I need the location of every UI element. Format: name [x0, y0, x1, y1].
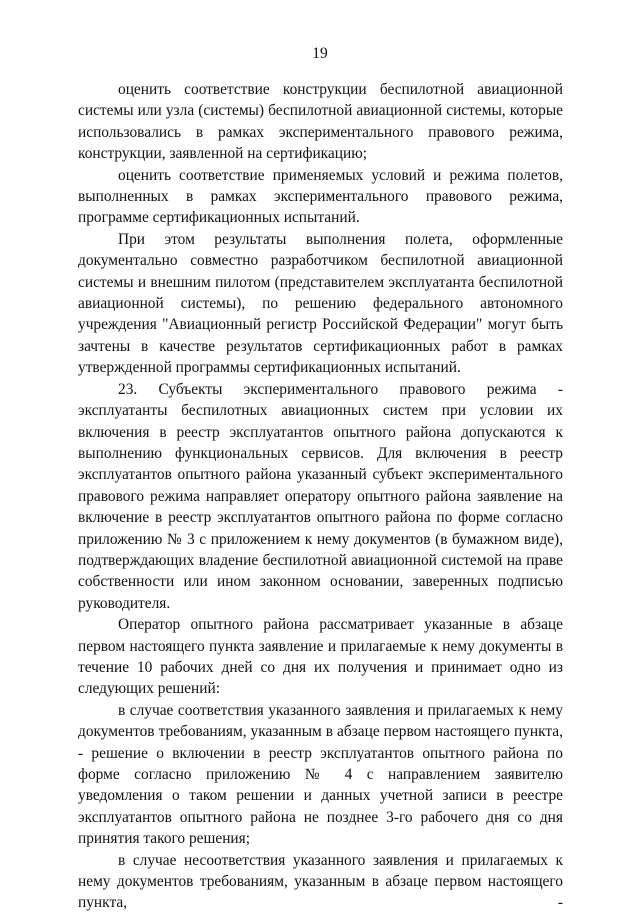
paragraph-operator-review: Оператор опытного района рассматривает указанные в абзаце первом настоящего пункта заявление и прилагаемые к нему документы в течение 10 рабочих дней со дня их получения и принимает одно из следующих решений: [78, 616, 563, 698]
paragraph-assess-flight-conditions: оценить соответствие применяемых условий и режима полетов, выполненных в рамках экспериментального правового режима, программе сертификационных испытаний. [78, 166, 563, 227]
paragraph-decision-include: в случае соответствия указанного заявления и прилагаемых к нему документов требованиям, указанным в абзаце первом настоящего пункта, - решение о включении в реестр эксплуатантов опытного района по форме согласно приложению № 4 с направлением заявителю уведомления о таком решении и данных учетной записи в реестре эксплуатантов опытного района не позднее 3-го рабочего дня со дня принятия такого решения; [78, 701, 563, 848]
paragraph-assess-design-conformity: оценить соответствие конструкции беспилотной авиационной системы или узла (системы) беспилотной авиационной системы, которые использовались в рамках экспериментального правового режима, конструкции, заявленной на сертификацию; [78, 81, 563, 163]
paragraph-decision-noncompliance: в случае несоответствия указанного заявления и прилагаемых к нему документов требованиям, указанным в абзаце первом настоящего пункта, - [78, 851, 563, 912]
page-number: 19 [312, 45, 328, 62]
paragraph-item-23: 23. Субъекты экспериментального правового режима - эксплуатанты беспилотных авиационных систем при условии их включения в реестр эксплуатантов опытного района допускаются к выполнению функциональных сервисов. Для включения в реестр эксплуатантов опытного района указанный субъект экспериментального правового режима направляет оператору опытного района заявление на включение в реестр эксплуатантов опытного района по форме согласно приложению № 3 с приложением к нему документов (в бумажном виде), подтверждающих владение беспилотной авиационной системой на праве собственности или ином законном основании, заверенных подписью руководителя. [78, 380, 563, 612]
paragraph-flight-results-credited: При этом результаты выполнения полета, оформленные документально совместно разработчиком беспилотной авиационной системы и внешним пилотом (представителем эксплуатанта беспилотной авиационной системы), по решению федерального автономного учреждения "Авиационный регистр Российской Федерации" могут быть зачтены в качестве результатов сертификационных работ в рамках утвержденной программы сертификационных испытаний. [78, 230, 563, 377]
document-body [78, 79, 563, 914]
